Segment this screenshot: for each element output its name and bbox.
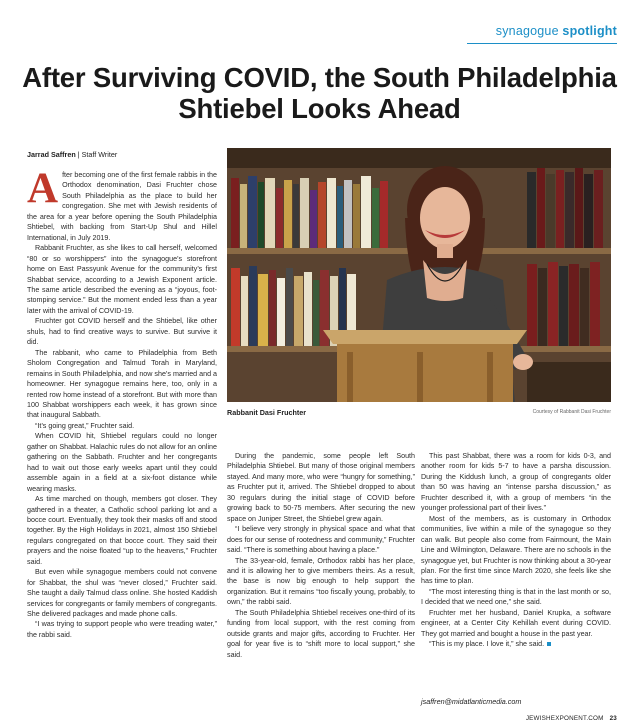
article-paragraph: During the pandemic, some people left South Philadelphia Shtiebel. But many of those original members stayed. And many more, who were “hungry for something,” as Fruchter put it, arrived. The Shtiebel dropped to about 30 regulars during the initial stage of COVID before growing back to 50-75 members. After securing the new space on Juniper Street, the Shtiebel grew again. bbox=[227, 452, 415, 523]
article-paragraph: But even while synagogue members could not convene for Shabbat, the shul was “never closed,” Fruchter said. She taught a daily Talmud class online. She hosted Kaddish services for congregants or family members of congregants. She delivered packages and made phone calls. bbox=[27, 568, 217, 619]
headline: After Surviving COVID, the South Philadelphia Shtiebel Looks Ahead bbox=[22, 62, 617, 124]
article-paragraph: After becoming one of the first female rabbis in the Orthodox denomination, Dasi Fruchter chose South Philadelphia as the place to build her congregation. She met with Jewish residents of the area for a year before opening the South Philadelphia Shtiebel, with backing from Start-Up Shul and Hillel International, in July 2019. bbox=[27, 165, 217, 242]
article-paragraph: The rabbanit, who came to Philadelphia from Beth Sholom Congregation and Talmud Torah in Maryland, remains in South Philadelphia, and now she’s married and a homeowner. Her synagogue remains here, too, only in a rented row home instead of a storefront. But with more than 100 Shabbat worshippers each week, it has grown since that inaugural Sabbath. bbox=[27, 348, 218, 420]
section-tag bbox=[467, 22, 617, 40]
article-paragraph: The 33-year-old, female, Orthodox rabbi has her place, and it is allowing her to give members theirs. As a result, the base is now big enough to help support the organization. But it remains “too fiscally young, probably, to own,” the rabbi said. bbox=[227, 556, 415, 607]
article-paragraph: Rabbanit Fruchter, as she likes to call herself, welcomed “80 or so worshippers” into the synagogue’s storefront home on East Passyunk Avenue for the community’s first Shabbat service, according to a Jewish Exponent article. The same article described the evening as a “joyous, foot-stomping service.” But the moment ended less than a year later with the arrival of COVID-19. bbox=[27, 244, 217, 315]
byline bbox=[27, 150, 117, 159]
photo-caption: Rabbanit Dasi Fruchter bbox=[227, 408, 307, 417]
byline-name: Jarrad Saffren bbox=[27, 150, 76, 159]
article-paragraph: When COVID hit, Shtiebel regulars could no longer gather on Shabbat. Halachic rules do not allow for an online gathering on the Sabbath. Fruchter and her congregants had to wait out those early weeks apart until they could assemble again in a field at a six-foot distance while wearing masks. bbox=[27, 432, 217, 493]
article-photo bbox=[227, 148, 611, 402]
article-column-3 bbox=[421, 451, 611, 650]
page-footer bbox=[526, 715, 617, 722]
article-column-1 bbox=[27, 165, 218, 640]
lectern bbox=[323, 330, 527, 402]
article-paragraph: The South Philadelphia Shtiebel receives one-third of its funding from local support, with the rest coming from outside grants and major gifts, according to Fruchter. Her goal for year five is to “shift more to local support,” she said. bbox=[227, 608, 415, 659]
article-column-2 bbox=[227, 451, 415, 660]
footer-site: JEWISHEXPONENT.COM bbox=[525, 715, 604, 722]
bookshelf-right bbox=[527, 168, 611, 402]
page-number: 23 bbox=[609, 715, 617, 722]
article-paragraph: As time marched on though, members got closer. They gathered in a theater, a Catholic school parking lot and a bocce court. Eventually, they took their masks off and stood together. By the High Holidays in 2021, almost 150 Shtiebel regulars congregated on that bocce court. They said their prayers and the noise floated “up to the heavens,” Fruchter said. bbox=[27, 495, 217, 566]
author-email[interactable]: jsaffren@midatlanticmedia.com bbox=[421, 697, 522, 706]
end-mark-icon bbox=[547, 642, 551, 646]
article-paragraph: Fruchter met her husband, Daniel Krupka, a software engineer, at a Center City Kehillah event during COVID. They got married and bought a house in the past year. bbox=[421, 608, 611, 638]
article-paragraph: Fruchter got COVID herself and the Shtiebel, like other shuls, had to find creative ways to survive. But survive it did. bbox=[27, 317, 217, 347]
article-paragraph: “This is my place. I love it,” she said. bbox=[421, 639, 611, 649]
article-paragraph: This past Shabbat, there was a room for kids 0-3, and another room for kids 5-7 to have a parsha discussion. During the Kiddush lunch, a group of congregants older than 50 was having an “intense parsha discussion,” as Fruchter described it, with a group of members “in the younger professional part of their lives.” bbox=[421, 452, 611, 513]
section-rule bbox=[467, 43, 617, 44]
article-paragraph: “I believe very strongly in physical space and what that does for our sense of rootedness and community,” Fruchter said. “There is something about having a place.” bbox=[227, 525, 415, 555]
section-word: spotlight bbox=[562, 24, 617, 38]
article-paragraph: “I was trying to support people who were treading water,” the rabbi said. bbox=[27, 620, 217, 639]
byline-role: | Staff Writer bbox=[77, 150, 118, 159]
article-paragraph: “It’s going great,” Fruchter said. bbox=[35, 421, 135, 430]
photo-illustration bbox=[227, 148, 611, 402]
photo-credit: Courtesy of Rabbanit Dasi Fruchter bbox=[532, 409, 611, 415]
dropcap: A bbox=[27, 165, 59, 212]
section-prefix: synagogue bbox=[495, 24, 559, 38]
article-paragraph: “The most interesting thing is that in the last month or so, I decided that we need one,” she said. bbox=[421, 587, 611, 607]
article-paragraph: Most of the members, as is customary in Orthodox communities, live within a mile of the synagogue so they can walk. But people also come from Fairmount, the Main Line and Wilmington, Delaware. There are no schools in the synagogue yet, but Fruchter is now thinking about a 30-year plan. For the first time since March 2020, she feels like she has time to plan. bbox=[421, 514, 611, 586]
